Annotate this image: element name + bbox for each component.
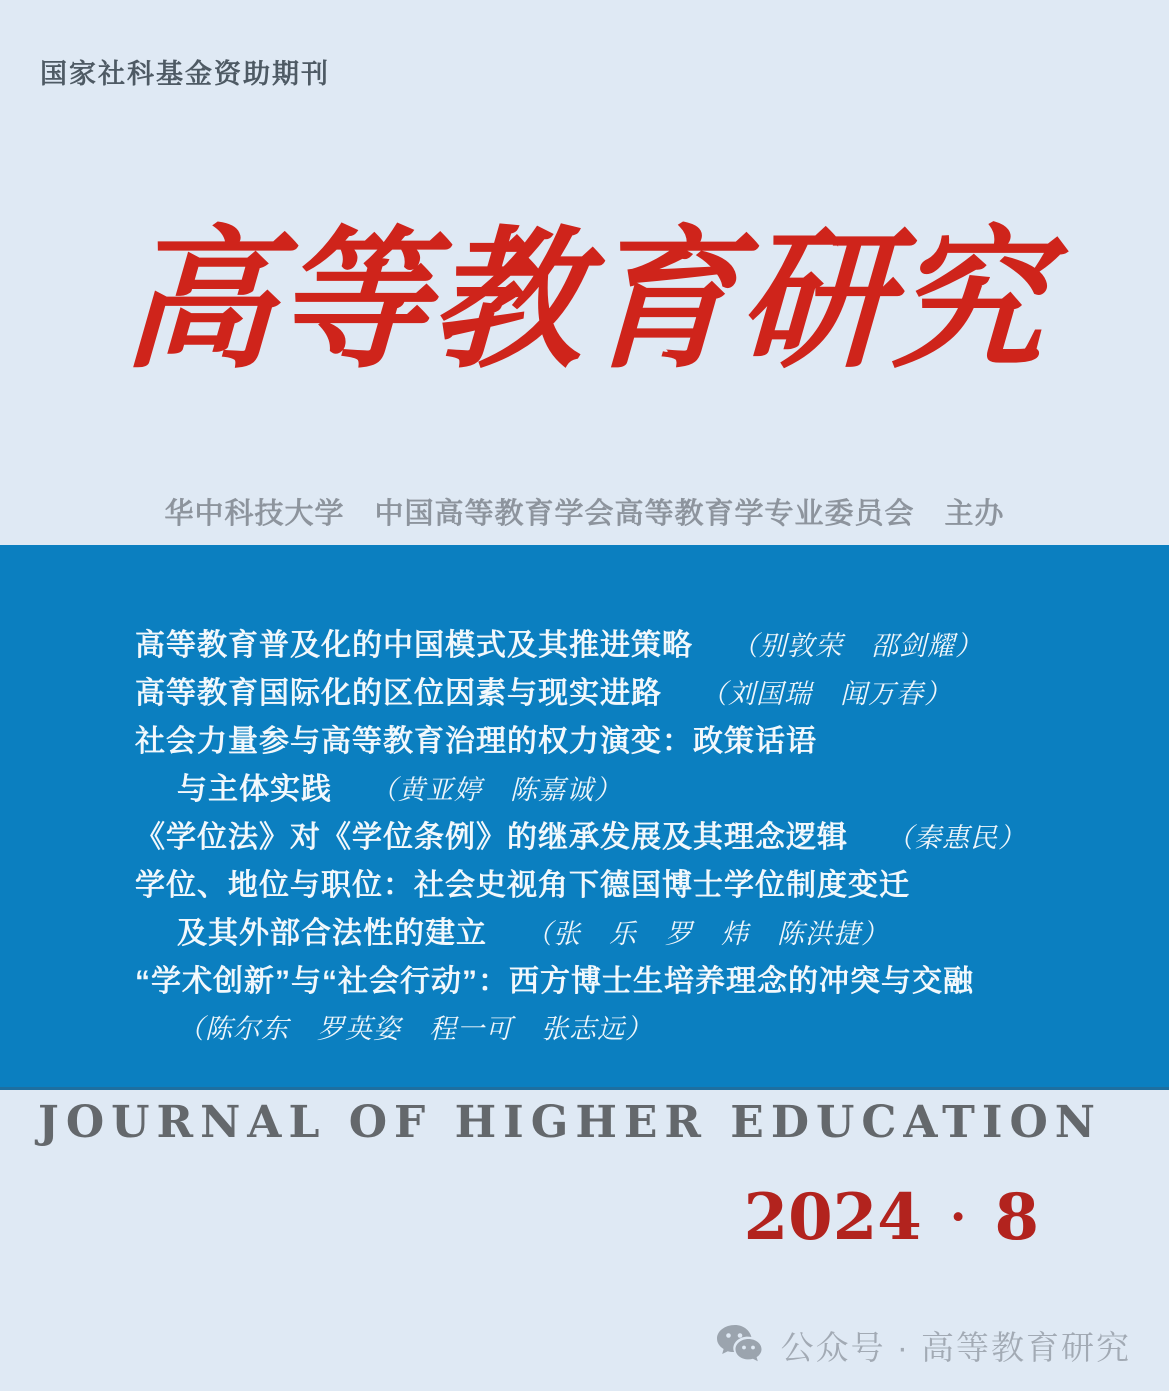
- toc-line-5: [135, 814, 1129, 862]
- article-authors: （别敦荣 邵剑耀）: [731, 631, 983, 662]
- article-authors: （秦惠民）: [886, 823, 1026, 854]
- article-title: 高等教育普及化的中国模式及其推进策略: [135, 629, 693, 662]
- wechat-watermark: [715, 1322, 1131, 1369]
- issue-number: [744, 1180, 1039, 1255]
- toc-line-4: [135, 766, 1129, 814]
- article-authors: （黄亚婷 陈嘉诚）: [370, 775, 622, 806]
- funding-label: 国家社科基金资助期刊: [40, 59, 330, 89]
- article-title: 社会力量参与高等教育治理的权力演变：政策话语: [135, 725, 817, 758]
- issue-year: 2024: [743, 1180, 922, 1255]
- toc-line-3: [135, 718, 1129, 766]
- article-authors: （陈尔东 罗英姿 程一可 张志远）: [177, 1014, 653, 1045]
- article-title-continued: 及其外部合法性的建立: [177, 917, 487, 950]
- article-title: 学位、地位与职位：社会史视角下德国博士学位制度变迁: [135, 869, 910, 902]
- toc-line-2: [135, 670, 1129, 718]
- issue-month: 8: [994, 1180, 1039, 1255]
- article-title: 《学位法》对《学位条例》的继承发展及其理念逻辑: [135, 821, 848, 854]
- wechat-icon: [715, 1323, 767, 1368]
- toc-line-8: [135, 958, 1129, 1006]
- issue-separator-dot: ·: [949, 1189, 967, 1245]
- article-authors: （张 乐 罗 炜 陈洪捷）: [525, 919, 889, 950]
- article-authors: （刘国瑞 闻万春）: [700, 679, 952, 710]
- article-title-continued: 与主体实践: [177, 773, 332, 806]
- toc-line-9: [135, 1006, 1129, 1054]
- article-title: “学术创新”与“社会行动”：西方博士生培养理念的冲突与交融: [135, 965, 974, 998]
- article-title: 高等教育国际化的区位因素与现实进路: [135, 677, 662, 710]
- toc-line-6: [135, 862, 1129, 910]
- wechat-account-label: 公众号 · 高等教育研究: [780, 1329, 1131, 1366]
- organizer-line: 华中科技大学 中国高等教育学会高等教育学专业委员会 主办: [164, 498, 1005, 530]
- journal-title-english: JOURNAL OF HIGHER EDUCATION: [38, 1097, 1102, 1148]
- contents-band: [0, 545, 1169, 1090]
- journal-title-chinese: 高等教育研究: [119, 210, 1050, 389]
- toc-line-7: [135, 910, 1129, 958]
- toc-line-1: [135, 622, 1129, 670]
